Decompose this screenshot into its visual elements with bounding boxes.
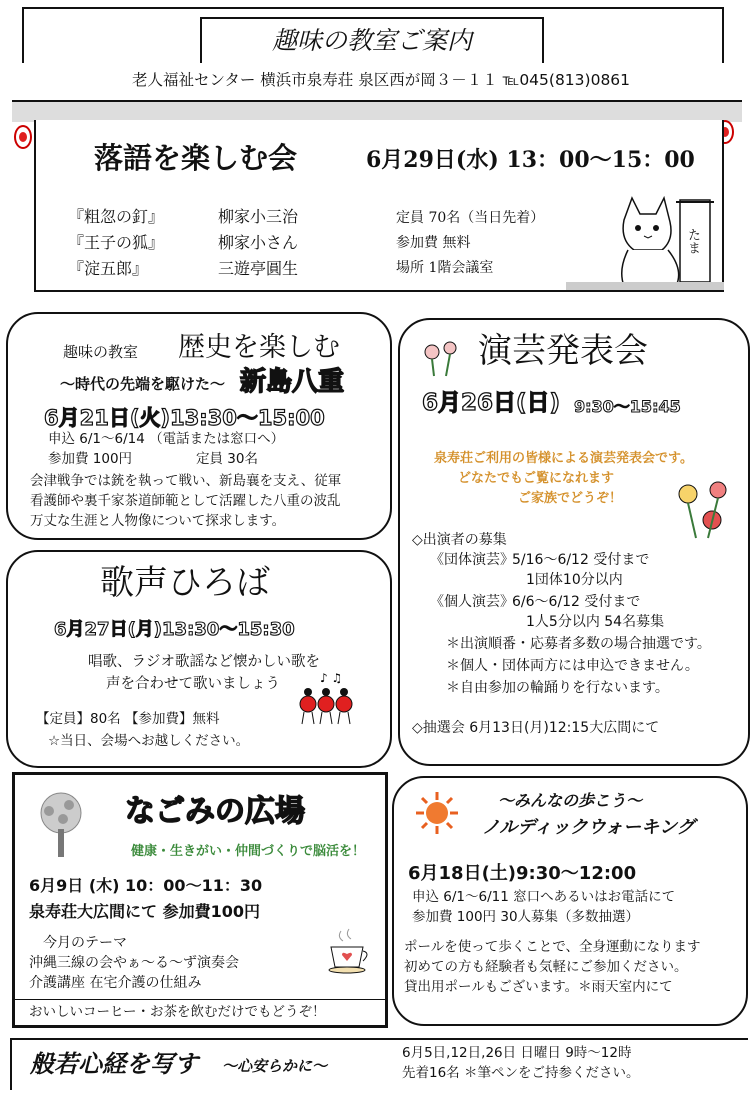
history-person: 新島八重 [240,367,345,397]
history-datetime: 6月21日(火)13:30～15:00 [44,406,325,430]
engei-note-1: ＊出演順番・応募者多数の場合抽選です。 [446,636,711,652]
engei-date: 6月26日(日) [422,390,561,416]
rakugo-top-bar [12,100,742,122]
rakugo-performer-2: 柳家小さん [218,233,299,252]
sutra-note: 先着16名 ＊筆ペンをご持参ください。 [402,1065,640,1081]
engei-lottery: ◇抽選会 6月13日(月)12:15大広間にて [412,720,660,736]
nagomi-place-fee: 泉寿荘大広間にて 参加費100円 [29,902,260,921]
tree-icon [33,789,89,859]
utagoe-desc-2: 声を合わせて歌いましょう [106,676,280,692]
header-title-box [200,17,544,63]
rakugo-title: 落語を楽しむ会 [94,141,298,175]
rakugo-work-2: 『王子の狐』 [68,233,165,252]
roses-icon [672,480,738,540]
history-capacity: 定員 30名 [196,451,258,467]
engei-title: 演芸発表会 [478,331,648,371]
nagomi-box [12,772,388,1028]
walking-box [392,776,748,1026]
engei-msg-1: 泉寿荘ご利用の皆様による演芸発表会です。 [434,451,693,466]
engei-note-3: ＊自由参加の輪踊りを行ないます。 [446,680,669,696]
engei-indiv-rule: 1人5分以内 54名募集 [526,614,665,630]
rakugo-work-1: 『粗忽の釘』 [68,207,165,226]
utagoe-datetime: 6月27日(月)13:30～15:30 [54,619,295,640]
history-prefix: 趣味の教室 [63,343,139,361]
history-desc-2: 看護師や裏千家茶道師範として活躍した八重の波乱 [30,493,341,509]
walking-sub: ～みんなの歩こう～ [498,791,643,810]
svg-text:♪ ♫: ♪ ♫ [320,671,343,685]
sutra-sub: ～心安らかに～ [222,1057,328,1075]
walking-datetime: 6月18日(土)9:30～12:00 [408,863,637,884]
coffee-cup-icon [323,925,373,975]
walking-desc-1: ポールを使って歩くことで、全身運動になります [404,939,701,955]
history-apply: 申込 6/1～6/14 （電話または窓口へ） [48,431,285,447]
rakugo-performer-3: 三遊亭圓生 [218,259,299,278]
sutra-title: 般若心経を写す [30,1049,198,1078]
history-subtitle: ～時代の先端を駆けた～ [60,375,226,393]
walking-desc-2: 初めての方も経験者も気軽にご参加ください。 [404,959,688,975]
rakugo-work-3: 『淀五郎』 [68,259,149,278]
engei-group-label: 《団体演芸》 [430,552,514,568]
history-fee: 参加費 100円 [48,451,133,467]
rakugo-place: 場所 1階会議室 [396,260,494,276]
header-title: 趣味の教室ご案内 [271,26,472,55]
engei-recruit: ◇出演者の募集 [412,532,507,548]
singers-icon [290,670,370,726]
cat-illustration [604,190,722,290]
engei-msg-3: ご家族でどうぞ！ [518,491,623,506]
history-box [6,312,392,540]
engei-note-2: ＊個人・団体両方には申込できません。 [446,658,699,674]
engei-indiv-label: 《個人演芸》 [430,594,514,610]
sutra-dates: 6月5日,12日,26日 日曜日 9時～12時 [402,1045,632,1061]
walking-apply: 申込 6/1～6/11 窓口へあるいはお電話にて [412,889,676,905]
nagomi-title: なごみの広場 [125,794,305,829]
engei-group-rule: 1団体10分以内 [526,572,623,588]
nagomi-divider [15,999,385,1000]
utagoe-box [6,550,392,768]
engei-msg-2: どなたでもご覧になれます [458,471,615,486]
walking-title: ノルディックウォーキング [482,817,695,838]
history-title: 歴史を楽しむ [178,332,340,363]
nagomi-note: おいしいコーヒー・お茶を飲むだけでもどうぞ！ [29,1004,326,1020]
walking-desc-3: 貸出用ポールもございます。＊雨天室内にて [404,979,673,995]
engei-time: 9:30～15:45 [574,397,681,416]
lantern-icon [14,125,32,149]
utagoe-title: 歌声ひろば [100,563,270,603]
header-address: 老人福祉センター 横浜市泉寿荘 泉区西が岡３－１１ ℡045(813)0861 [132,71,631,89]
engei-indiv-period: 6/6～6/12 受付まで [512,594,641,610]
utagoe-capacity: 【定員】80名 【参加費】無料 [36,711,220,727]
nagomi-slogan: 健康・生きがい・仲間づくりで脳活を！ [131,844,366,859]
header-banner [22,7,724,63]
flowers-icon [420,338,466,378]
utagoe-desc-1: 唱歌、ラジオ歌謡など懐かしい歌を [88,654,320,670]
rakugo-capacity: 定員 70名（当日先着） [396,210,545,226]
utagoe-note: ☆当日、会場へお越しください。 [48,733,250,749]
rakugo-bottom-bar [566,282,724,290]
rakugo-box [34,120,724,292]
nagomi-theme-1: 沖縄三線の会やぁ～る～ず演奏会 [29,955,239,971]
rakugo-fee: 参加費 無料 [396,235,471,251]
sutra-box [10,1038,748,1090]
sun-icon [414,790,460,836]
nagomi-theme-label: 今月のテーマ [43,935,127,951]
engei-group-period: 5/16～6/12 受付まで [512,552,650,568]
history-desc-3: 万丈な生涯と人物像について探求します。 [30,513,286,529]
nagomi-datetime: 6月9日 (木) 10：00～11：30 [29,876,263,895]
history-desc-1: 会津戦争では銃を執って戦い、新島襄を支え、従軍 [30,473,342,489]
tama-scroll-label: たま [684,228,700,254]
engei-box [398,318,750,766]
rakugo-performer-1: 柳家小三治 [218,207,299,226]
walking-fee: 参加費 100円 30人募集（多数抽選） [412,909,640,925]
nagomi-theme-2: 介護講座 在宅介護の仕組み [29,975,202,991]
rakugo-datetime: 6月29日(水) 13：00～15：00 [366,147,695,173]
